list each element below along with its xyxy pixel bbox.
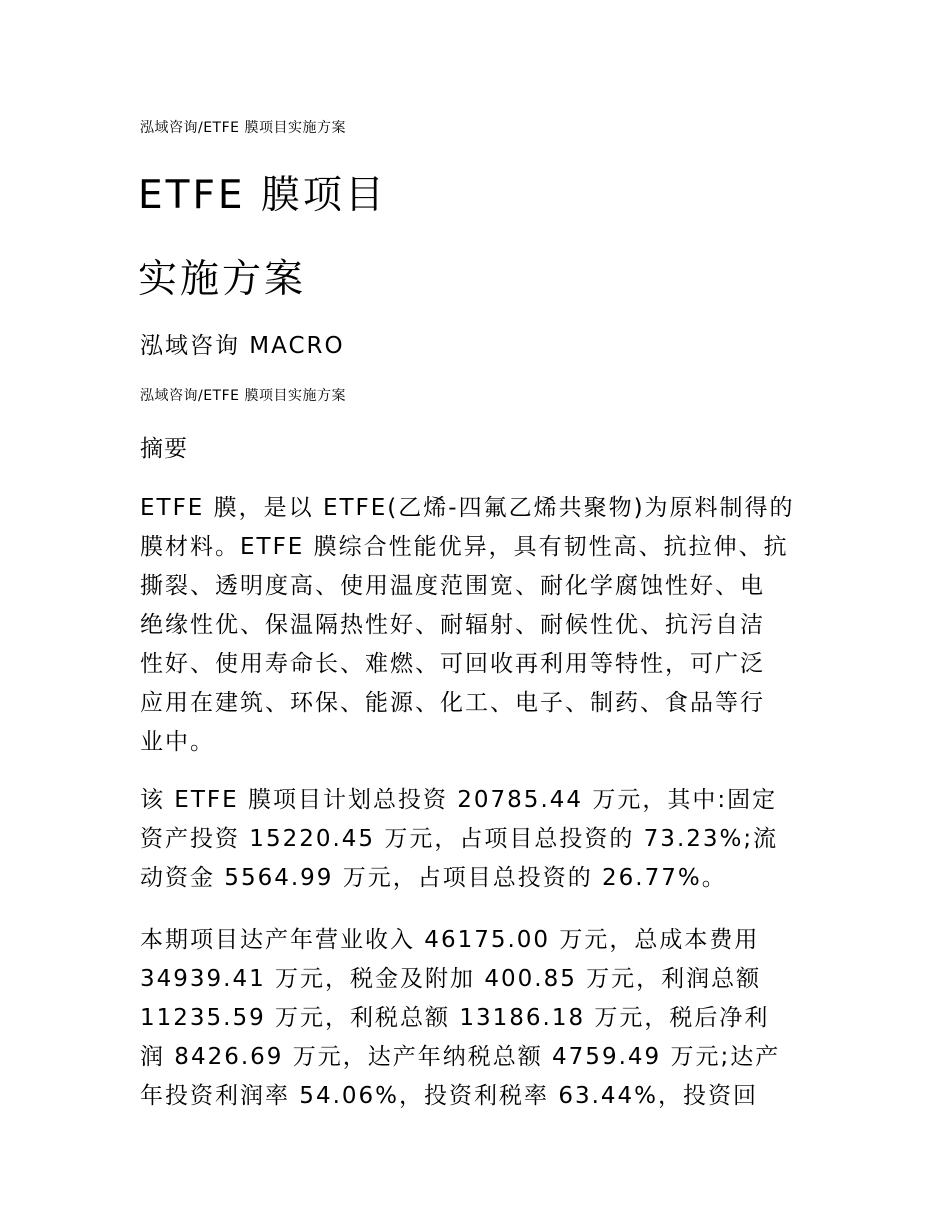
paragraph-line: 应用在建筑、环保、能源、化工、电子、制药、食品等行 — [140, 690, 765, 716]
document-title-line-1: ETFE 膜项目 — [138, 173, 387, 218]
running-header: 泓域咨询/ETFE 膜项目实施方案 — [140, 120, 346, 136]
investment-paragraph — [140, 781, 810, 898]
paragraph-line: 本期项目达产年营业收入 46175.00 万元，总成本费用 — [140, 927, 760, 953]
company-name: 泓域咨询 MACRO — [140, 333, 345, 359]
paragraph-line: 润 8426.69 万元，达产年纳税总额 4759.49 万元;达产 — [140, 1044, 781, 1070]
paragraph-line: 年投资利润率 54.06%，投资利税率 63.44%，投资回 — [140, 1083, 759, 1109]
paragraph-line: 膜材料。ETFE 膜综合性能优异，具有韧性高、抗拉伸、抗 — [140, 534, 789, 560]
paragraph-line: 性好、使用寿命长、难燃、可回收再利用等特性，可广泛 — [140, 651, 765, 677]
paragraph-line: 该 ETFE 膜项目计划总投资 20785.44 万元，其中:固定 — [140, 787, 778, 813]
paragraph-line: 业中。 — [140, 729, 215, 755]
abstract-heading: 摘要 — [140, 436, 188, 462]
paragraph-line: 11235.59 万元，利税总额 13186.18 万元，税后净利 — [140, 1005, 770, 1031]
abstract-paragraph — [140, 489, 810, 762]
paragraph-line: 资产投资 15220.45 万元，占项目总投资的 73.23%;流 — [140, 826, 779, 852]
running-header-repeat: 泓域咨询/ETFE 膜项目实施方案 — [140, 388, 346, 404]
paragraph-line: 绝缘性优、保温隔热性好、耐辐射、耐候性优、抗污自洁 — [140, 612, 765, 638]
document-title-line-2: 实施方案 — [138, 257, 307, 302]
revenue-paragraph — [140, 921, 810, 1116]
paragraph-line: 34939.41 万元，税金及附加 400.85 万元，利润总额 — [140, 966, 762, 992]
paragraph-line: ETFE 膜，是以 ETFE(乙烯-四氟乙烯共聚物)为原料制得的 — [140, 495, 795, 521]
paragraph-line: 动资金 5564.99 万元，占项目总投资的 26.77%。 — [140, 865, 727, 891]
paragraph-line: 撕裂、透明度高、使用温度范围宽、耐化学腐蚀性好、电 — [140, 573, 765, 599]
